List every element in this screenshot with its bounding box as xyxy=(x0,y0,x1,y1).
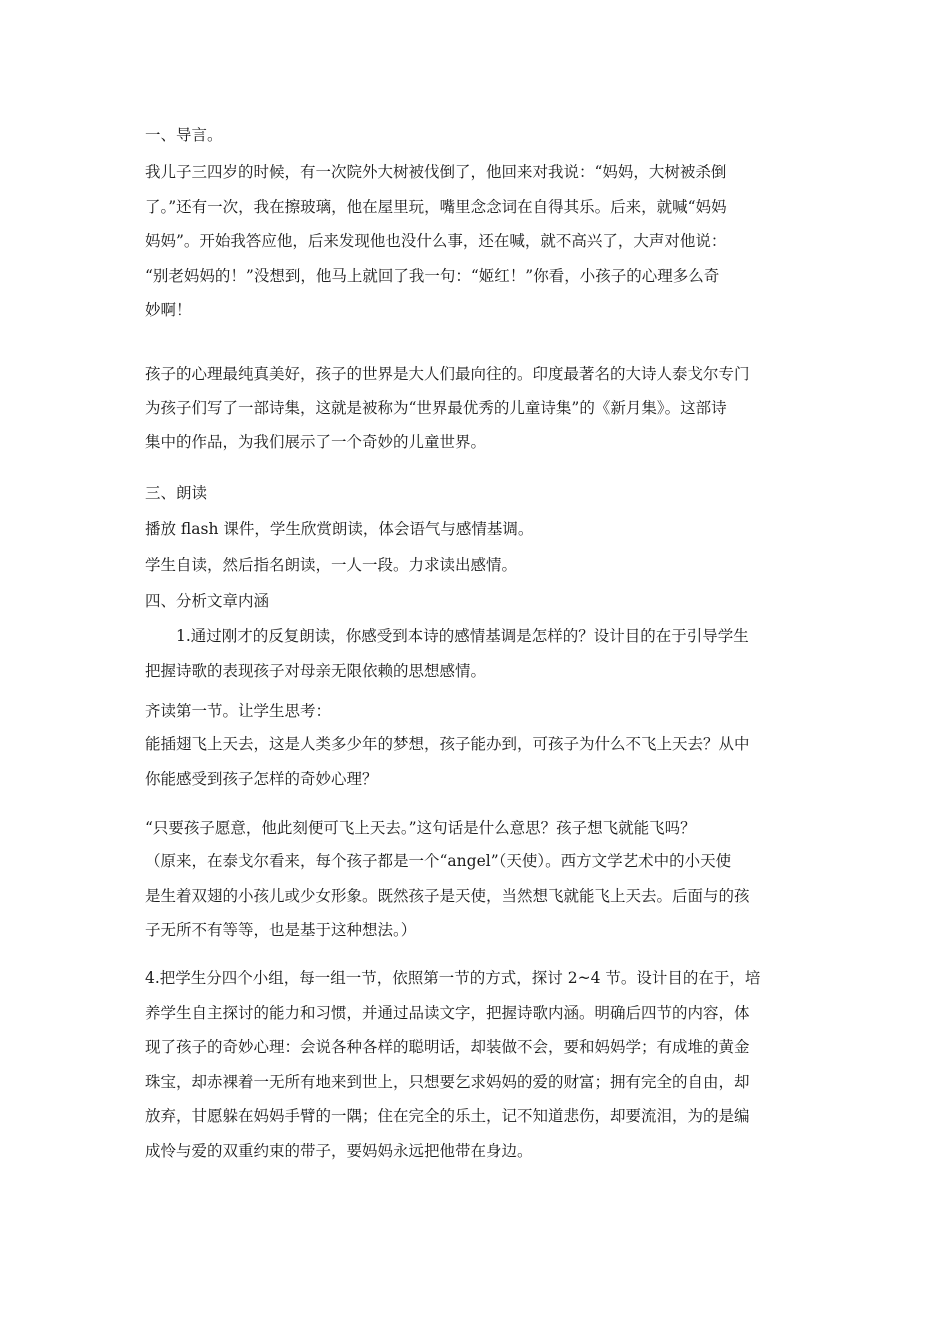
text-line: 三、朗读 xyxy=(145,484,208,502)
paragraph-analysis-q1 xyxy=(145,619,810,688)
text-line: 一、导言。 xyxy=(145,126,223,144)
paragraph-reading-flash xyxy=(145,518,810,540)
text-line: （原来，在泰戈尔看来，每个孩子都是一个“angel”（天使）。西方文学艺术中的小天使 xyxy=(145,852,732,870)
paragraph-analysis-fly xyxy=(145,727,810,796)
text-line: “只要孩子愿意，他此刻便可飞上天去。”这句话是什么意思？孩子想飞就能飞吗？ xyxy=(145,819,696,837)
paragraph-analysis-read-first xyxy=(145,700,810,722)
text-line: 孩子的心理最纯真美好，孩子的世界是大人们最向往的。印度最著名的大诗人泰戈尔专门 xyxy=(145,365,750,383)
text-line: 齐读第一节。让学生思考： xyxy=(145,702,332,720)
text-line: 学生自读，然后指名朗读，一人一段。力求读出感情。 xyxy=(145,556,518,574)
section-heading-analysis xyxy=(145,590,810,612)
text-line: 播放 flash 课件，学生欣赏朗读，体会语气与感情基调。 xyxy=(145,520,534,538)
paragraph-analysis-angel xyxy=(145,844,810,948)
text-line: 现了孩子的奇妙心理：会说各种各样的聪明话，却装做不会，要和妈妈学；有成堆的黄金 xyxy=(145,1038,750,1056)
text-line: 是生着双翅的小孩儿或少女形象。既然孩子是天使，当然想飞就能飞上天去。后面与的孩 xyxy=(145,886,750,905)
text-line: 妈妈”。开始我答应他，后来发现他也没什么事，还在喊，就不高兴了，大声对他说： xyxy=(145,232,727,250)
section-heading-reading xyxy=(145,482,810,504)
section-heading-intro xyxy=(145,124,810,146)
text-line: “别老妈妈的！”没想到，他马上就回了我一句：“姬红！”你看，小孩子的心理多么奇 xyxy=(145,266,720,285)
text-line: 珠宝，却赤裸着一无所有地来到世上，只想要乞求妈妈的爱的财富；拥有完全的自由，却 xyxy=(145,1072,750,1091)
paragraph-reading-self xyxy=(145,554,810,576)
text-line: 子无所不有等等，也是基于这种想法。） xyxy=(145,921,417,939)
paragraph-intro-anecdote xyxy=(145,155,810,328)
text-line: 把握诗歌的表现孩子对母亲无限依赖的思想感情。 xyxy=(145,661,487,680)
paragraph-analysis-quote xyxy=(145,817,810,839)
text-line: 集中的作品，为我们展示了一个奇妙的儿童世界。 xyxy=(145,433,487,451)
text-line: 4.把学生分四个小组，每一组一节，依照第一节的方式，探讨 2~4 节。设计目的在于，培 xyxy=(145,969,761,987)
text-line: 了。”还有一次，我在擦玻璃，他在屋里玩，嘴里念念词在自得其乐。后来，就喊“妈妈 xyxy=(145,197,727,216)
text-line: 养学生自主探讨的能力和习惯，并通过品读文字，把握诗歌内涵。明确后四节的内容，体 xyxy=(145,1003,750,1022)
text-line: 我儿子三四岁的时候，有一次院外大树被伐倒了，他回来对我说：“妈妈，大树被杀倒 xyxy=(145,163,727,181)
text-line: 成怜与爱的双重约束的带子，要妈妈永远把他带在身边。 xyxy=(145,1141,533,1160)
text-line: 放弃，甘愿躲在妈妈手臂的一隅；住在完全的乐土，记不知道悲伤，却要流泪，为的是编 xyxy=(145,1107,750,1125)
text-line: 1.通过刚才的反复朗读，你感受到本诗的感情基调是怎样的？设计目的在于引导学生 xyxy=(176,627,749,645)
text-line: 妙啊！ xyxy=(145,301,192,319)
text-line: 你能感受到孩子怎样的奇妙心理？ xyxy=(145,769,378,788)
paragraph-analysis-q4 xyxy=(145,961,810,1168)
text-line: 四、分析文章内涵 xyxy=(145,592,270,610)
text-line: 为孩子们写了一部诗集，这就是被称为“世界最优秀的儿童诗集”的《新月集》。这部诗 xyxy=(145,399,727,417)
paragraph-intro-tagore xyxy=(145,357,810,459)
text-line: 能插翅飞上天去，这是人类多少年的梦想，孩子能办到，可孩子为什么不飞上天去？从中 xyxy=(145,735,750,753)
